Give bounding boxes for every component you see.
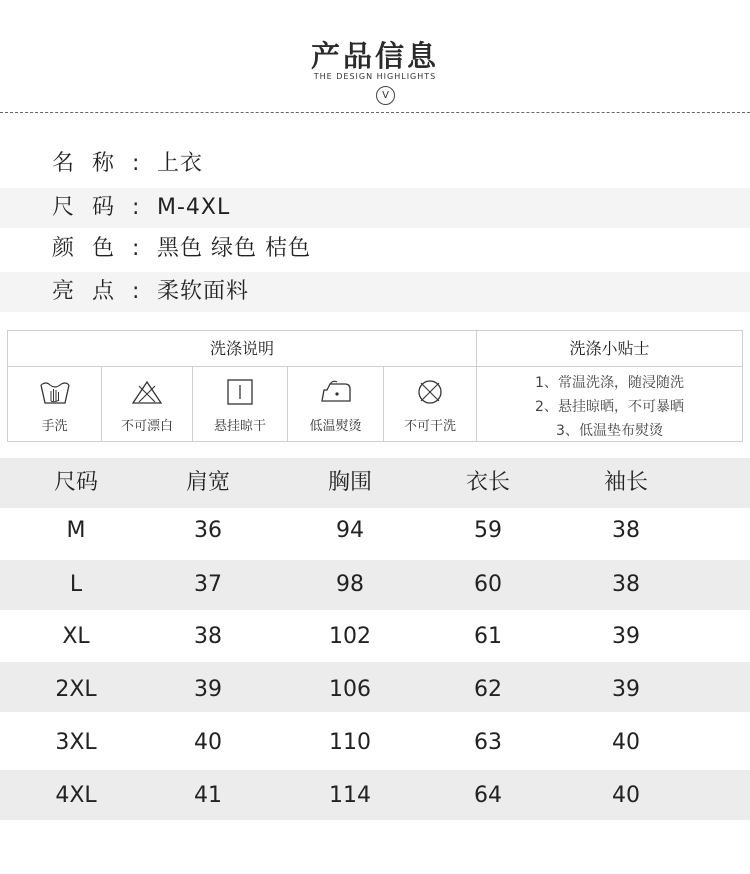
table-cell: 60 <box>474 572 502 597</box>
table-cell: 2XL <box>55 677 97 702</box>
column-header: 胸围 <box>327 470 372 495</box>
info-value: M-4XL <box>157 195 231 220</box>
care-item-label: 手洗 <box>41 419 68 434</box>
info-label: 尺码: <box>52 195 158 220</box>
table-cell: 40 <box>194 730 222 755</box>
care-item-no-bleach <box>102 367 193 441</box>
info-row-highlight <box>0 272 750 312</box>
table-cell: 40 <box>612 783 640 808</box>
info-label: 亮点: <box>52 279 158 304</box>
care-item-label: 不可漂白 <box>120 419 173 434</box>
table-cell: 110 <box>329 730 371 755</box>
table-cell: 98 <box>336 572 364 597</box>
table-cell: 63 <box>474 730 502 755</box>
table-cell: 59 <box>474 518 502 543</box>
table-row <box>0 610 750 662</box>
header <box>0 0 750 115</box>
care-item-label: 不可干洗 <box>403 419 456 434</box>
column-header: 肩宽 <box>185 470 230 495</box>
care-tip: 3、低温垫布熨烫 <box>556 423 663 439</box>
page-subtitle: THE DESIGN HIGHLIGHTS <box>313 72 437 81</box>
no-bleach-icon <box>130 377 164 407</box>
care-instructions-title: 洗涤说明 <box>8 331 477 367</box>
care-tips <box>477 367 742 441</box>
no-dry-clean-icon <box>413 377 447 407</box>
care-tip: 2、悬挂晾晒，不可暴晒 <box>535 399 684 415</box>
info-label: 颜色: <box>52 236 158 261</box>
table-cell: 62 <box>474 677 502 702</box>
table-cell: 39 <box>194 677 222 702</box>
v-badge-icon: V <box>376 86 395 105</box>
care-item-hand-wash <box>8 367 102 441</box>
table-row <box>0 508 750 560</box>
table-row <box>0 662 750 712</box>
table-cell: M <box>66 518 86 543</box>
table-row <box>0 770 750 820</box>
table-cell: 39 <box>612 624 640 649</box>
column-header: 尺码 <box>53 470 98 495</box>
table-cell: 38 <box>194 624 222 649</box>
info-row-color <box>0 229 750 269</box>
low-iron-icon <box>319 377 353 407</box>
care-table <box>7 330 743 442</box>
table-cell: XL <box>62 624 90 649</box>
info-value: 上衣 <box>157 151 204 176</box>
table-cell: 114 <box>329 783 371 808</box>
info-value: 柔软面料 <box>157 279 250 304</box>
table-cell: 39 <box>612 677 640 702</box>
table-cell: 40 <box>612 730 640 755</box>
table-row <box>0 712 750 770</box>
table-row <box>0 560 750 610</box>
info-row-name <box>0 144 750 184</box>
care-item-label: 低温熨烫 <box>309 419 362 434</box>
table-cell: 3XL <box>55 730 97 755</box>
info-label: 名称: <box>52 151 158 176</box>
page-title: 产品信息 <box>310 39 439 73</box>
care-item-no-dry-clean <box>384 367 477 441</box>
column-header: 衣长 <box>465 470 510 495</box>
table-cell: 41 <box>194 783 222 808</box>
hang-dry-icon <box>223 377 257 407</box>
care-item-label: 悬挂晾干 <box>213 419 266 434</box>
hand-wash-icon <box>38 377 72 407</box>
table-cell: 36 <box>194 518 222 543</box>
size-table-header <box>0 458 750 508</box>
info-value: 黑色 绿色 桔色 <box>157 236 311 261</box>
care-item-low-iron <box>288 367 384 441</box>
table-cell: 64 <box>474 783 502 808</box>
table-cell: 4XL <box>55 783 97 808</box>
table-cell: 61 <box>474 624 502 649</box>
table-cell: 102 <box>329 624 371 649</box>
table-cell: 94 <box>336 518 364 543</box>
table-cell: 37 <box>194 572 222 597</box>
table-cell: 38 <box>612 572 640 597</box>
dashed-divider <box>0 112 750 113</box>
care-tip: 1、常温洗涤，随浸随洗 <box>535 375 684 391</box>
table-cell: L <box>69 572 83 597</box>
care-item-hang-dry <box>193 367 288 441</box>
table-cell: 38 <box>612 518 640 543</box>
info-row-size <box>0 188 750 228</box>
care-tips-title: 洗涤小贴士 <box>477 331 742 367</box>
table-cell: 106 <box>329 677 371 702</box>
column-header: 袖长 <box>603 470 648 495</box>
